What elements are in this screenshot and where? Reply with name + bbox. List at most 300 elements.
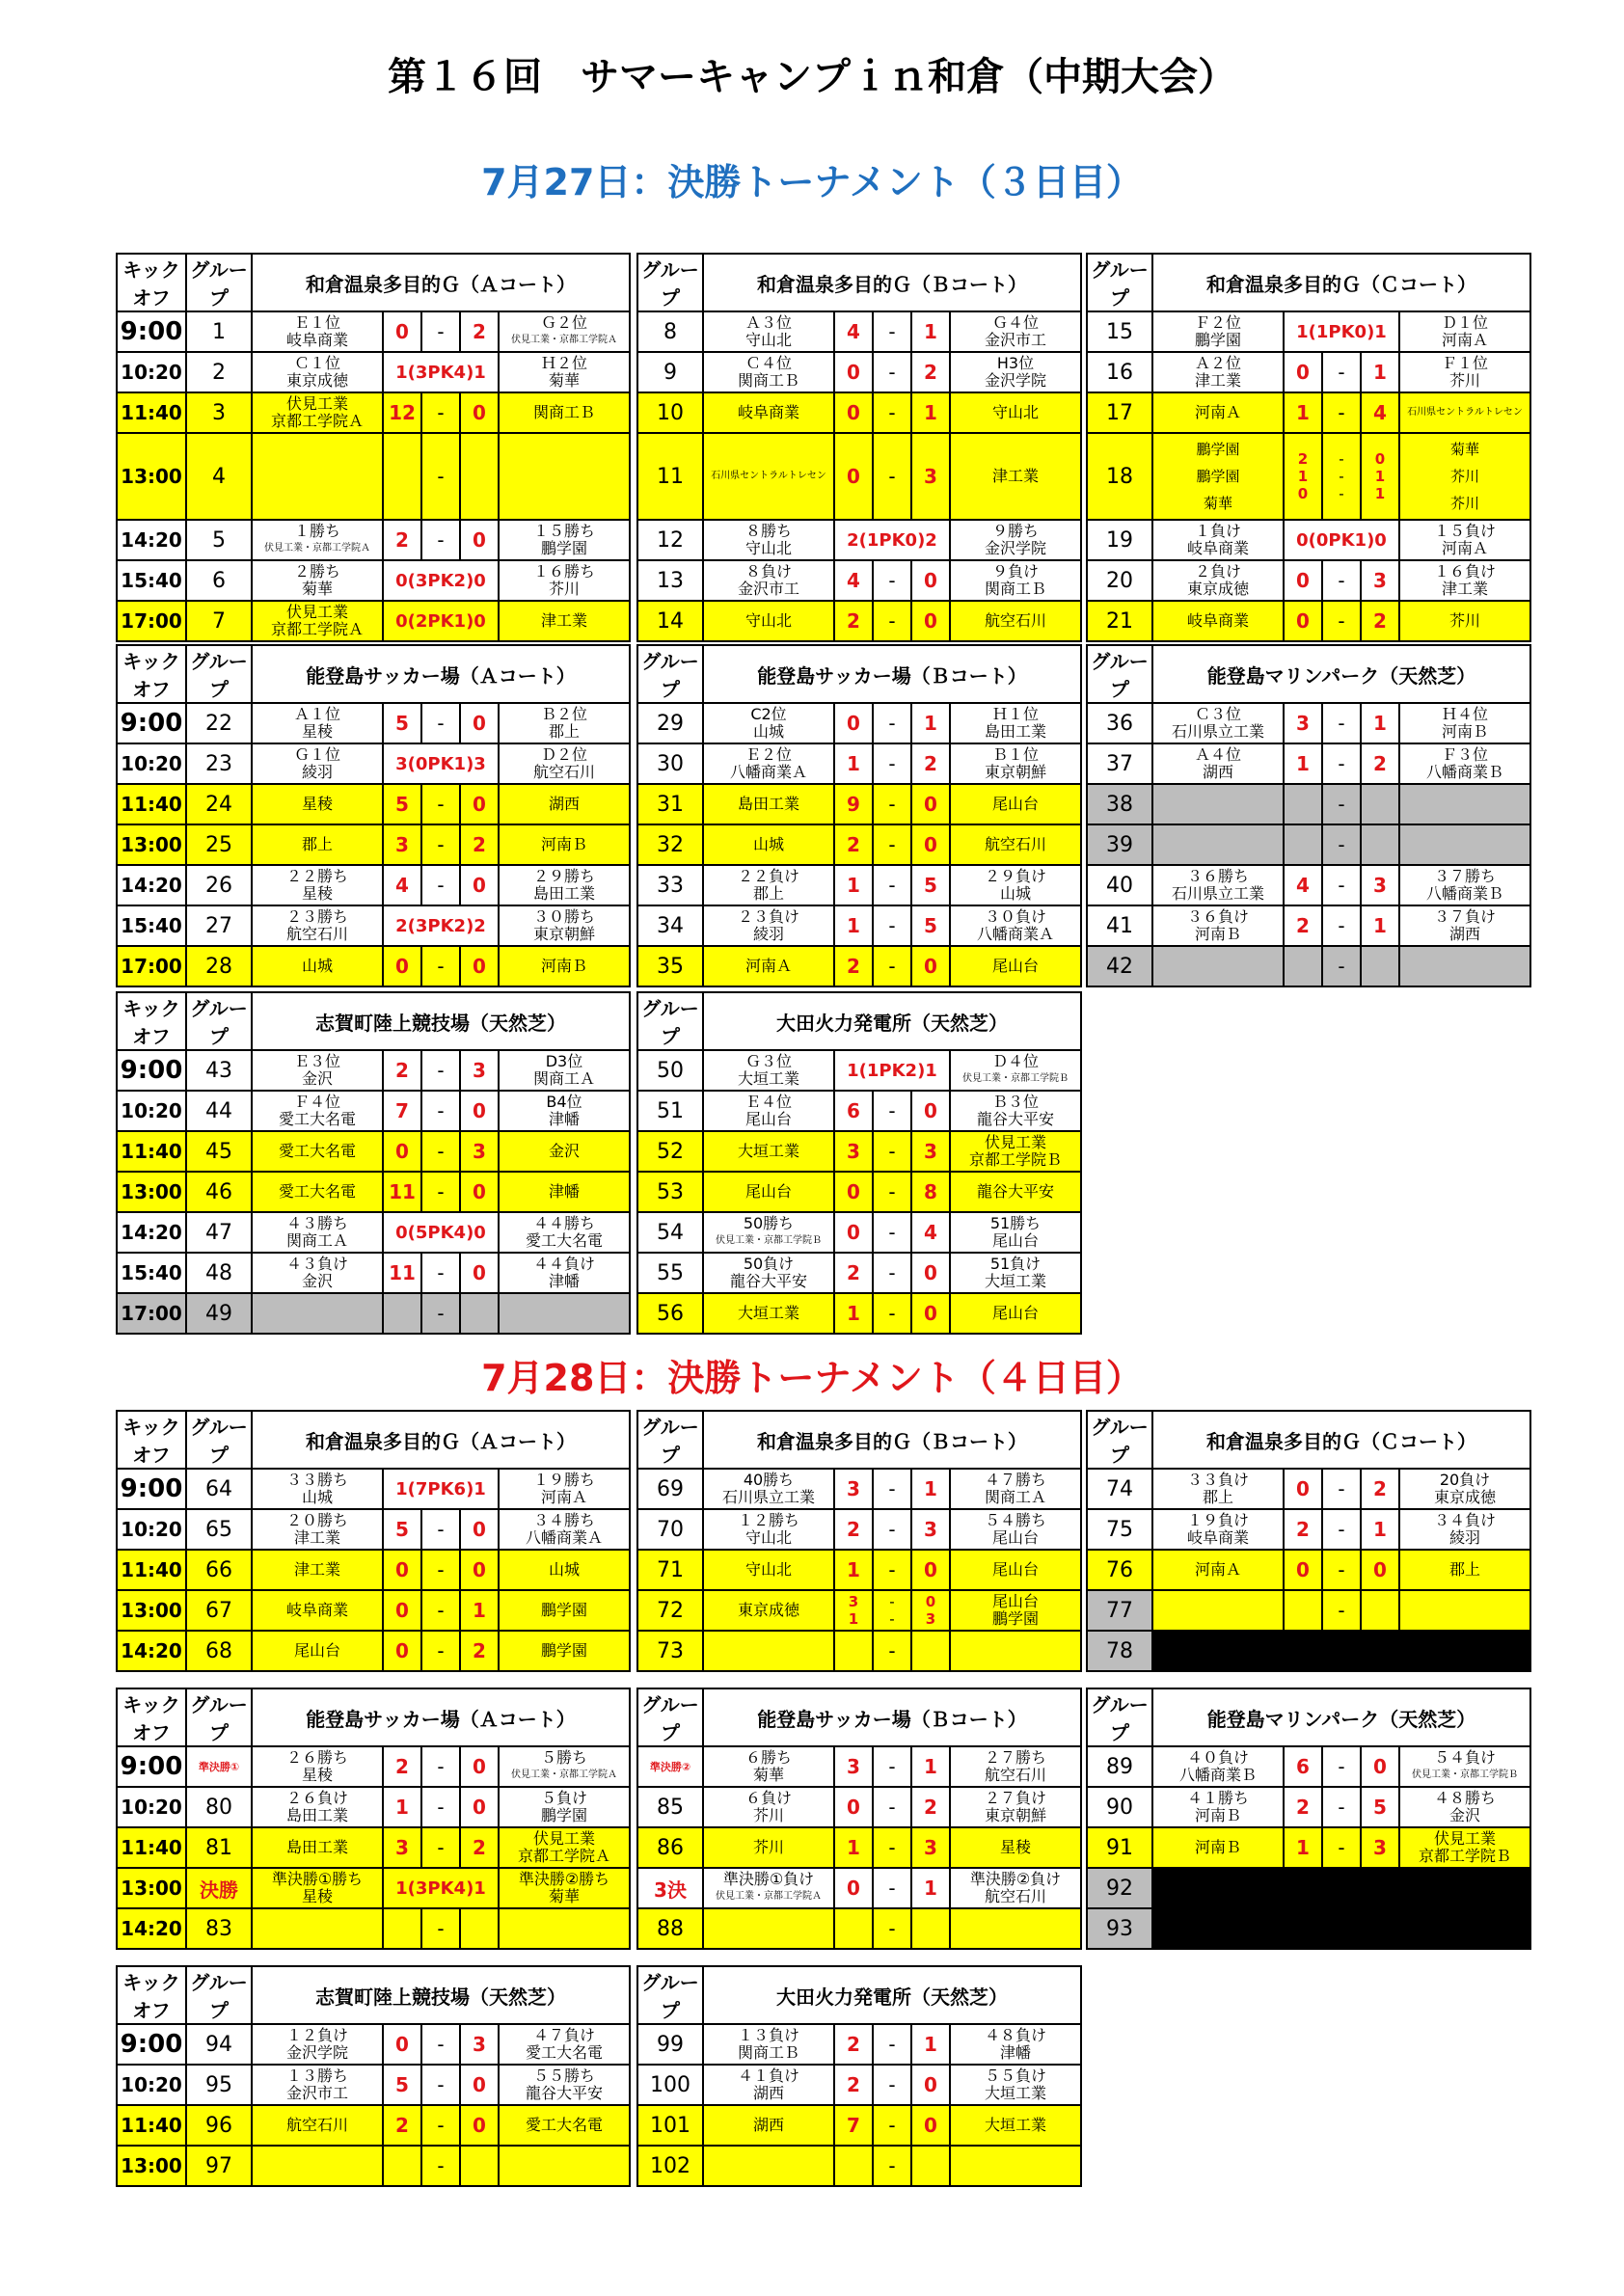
kickoff-time: 9:00 xyxy=(117,703,186,743)
score-away: 0 xyxy=(1361,1746,1399,1787)
score-home xyxy=(383,1293,421,1334)
score-away: 0 xyxy=(460,784,499,824)
team-cell xyxy=(499,1091,630,1131)
score-dash: - xyxy=(1322,1746,1361,1787)
team-cell xyxy=(499,1746,630,1787)
score-home: 1 xyxy=(1284,743,1322,784)
match-row xyxy=(637,2105,1081,2146)
team-cell xyxy=(950,905,1081,946)
kickoff-time: 14:20 xyxy=(117,1212,186,1253)
kickoff-time: 11:40 xyxy=(117,1827,186,1868)
kickoff-time: 11:40 xyxy=(117,1550,186,1590)
score-home xyxy=(834,1631,873,1671)
schedule-table-d3c xyxy=(1086,253,1531,642)
team-cell: 河南Ｂ xyxy=(1152,1827,1284,1868)
match-row xyxy=(117,311,630,352)
team-cell xyxy=(499,703,630,743)
team-cell: 河南Ａ xyxy=(703,946,834,986)
team-cell xyxy=(950,1868,1081,1908)
team-name-line: 尾山台 xyxy=(744,1110,792,1128)
team-cell xyxy=(499,1050,630,1091)
match-row xyxy=(637,2065,1081,2105)
venue-header: 和倉温泉多目的Ｇ（Ａコート） xyxy=(252,254,630,311)
score-dash: - xyxy=(1322,1509,1361,1550)
team-name-line: 愛工大名電 xyxy=(525,2043,603,2062)
match-number: 25 xyxy=(186,824,252,865)
score-home: 0 xyxy=(383,311,421,352)
match-row xyxy=(637,1590,1081,1631)
venue-header: 能登島サッカー場（Ａコート） xyxy=(252,645,630,703)
score-away: 0 xyxy=(460,392,499,433)
score-away: 1 xyxy=(460,1590,499,1631)
match-row xyxy=(637,1550,1081,1590)
team-cell xyxy=(1399,1590,1530,1631)
kickoff-header: キックオフ xyxy=(117,645,186,703)
team-cell xyxy=(499,433,630,520)
score-dash: - xyxy=(1322,1787,1361,1827)
kickoff-header: キックオフ xyxy=(117,1966,186,2024)
team-name-line: Ｈ１位 xyxy=(991,705,1039,723)
team-cell xyxy=(703,865,834,905)
match-number: 90 xyxy=(1087,1787,1152,1827)
team-cell xyxy=(252,1908,383,1949)
score-home xyxy=(383,1908,421,1949)
team-cell xyxy=(703,2065,834,2105)
score-home: 3 xyxy=(834,1746,873,1787)
team-cell xyxy=(950,1908,1081,1949)
team-name-line: 伏見工業 xyxy=(532,1829,595,1848)
team-name-line: ６負け xyxy=(744,1789,792,1807)
score-dash: - xyxy=(1322,1550,1361,1590)
team-cell xyxy=(703,1631,834,1671)
team-name-line: 岐阜商業 xyxy=(1186,1528,1249,1547)
score-dash: - xyxy=(421,433,460,520)
match-row xyxy=(117,433,630,520)
match-number: 93 xyxy=(1087,1908,1152,1949)
score-dash: - xyxy=(873,433,911,520)
score-away: 0 xyxy=(460,1746,499,1787)
team-cell xyxy=(252,2065,383,2105)
score-away: 0 xyxy=(911,1253,950,1293)
group-header: グループ xyxy=(637,254,703,311)
score-home xyxy=(383,2146,421,2186)
team-name-line: 京都工学院Ａ xyxy=(270,620,364,638)
team-cell xyxy=(252,1050,383,1091)
team-name-line: 準決勝①勝ち xyxy=(271,1870,364,1888)
team-name-line: Ｅ３位 xyxy=(293,1052,340,1070)
team-name-line: ４７負け xyxy=(532,2026,595,2044)
team-cell xyxy=(499,1868,630,1908)
team-cell xyxy=(1152,946,1284,986)
score-dash: - xyxy=(421,946,460,986)
score-away: 2 xyxy=(1361,743,1399,784)
team-cell xyxy=(252,2146,383,2186)
team-cell xyxy=(1152,352,1284,392)
team-name-line: B4位 xyxy=(546,1093,582,1111)
team-name-line: 伏見工業・京都工学院Ａ xyxy=(511,1769,617,1780)
kickoff-time: 11:40 xyxy=(117,1131,186,1172)
team-cell xyxy=(252,865,383,905)
score-away: 0 xyxy=(911,601,950,641)
match-row xyxy=(637,865,1081,905)
team-cell: 愛工大名電 xyxy=(499,2105,630,2146)
kickoff-time: 13:00 xyxy=(117,824,186,865)
score-dash: - xyxy=(1322,560,1361,601)
team-name-line: ３７負け xyxy=(1433,907,1496,926)
team-name-line: 河南Ｂ xyxy=(1441,722,1488,741)
team-name-line: 50負け xyxy=(743,1255,795,1273)
team-name-line: ４３勝ち xyxy=(285,1214,348,1232)
team-cell xyxy=(499,905,630,946)
team-name-line: 東京成徳 xyxy=(1186,580,1249,598)
score-home: 1 xyxy=(834,1827,873,1868)
kickoff-time: 9:00 xyxy=(117,1050,186,1091)
team-name-line: ２２勝ち xyxy=(285,867,348,885)
match-number: 23 xyxy=(186,743,252,784)
score-away xyxy=(460,433,499,520)
team-cell xyxy=(950,1590,1081,1631)
team-cell: 守山北 xyxy=(703,601,834,641)
match-number: 72 xyxy=(637,1590,703,1631)
score-home: 3 xyxy=(383,824,421,865)
kickoff-time: 14:20 xyxy=(117,520,186,560)
team-cell xyxy=(950,1509,1081,1550)
score-home: 0 xyxy=(383,1631,421,1671)
score-away: 0 xyxy=(460,2065,499,2105)
score-home: 0 xyxy=(834,352,873,392)
team-name-line: ２３負け xyxy=(737,907,799,926)
team-cell xyxy=(252,743,383,784)
team-cell xyxy=(499,1908,630,1949)
team-name-line: 河南Ｂ xyxy=(1194,1806,1241,1824)
match-number: 39 xyxy=(1087,824,1152,865)
score-home: 2 xyxy=(834,1509,873,1550)
team-name-line: Ｅ４位 xyxy=(744,1093,792,1111)
score-home: 4 xyxy=(1284,865,1322,905)
match-number: 66 xyxy=(186,1550,252,1590)
score-away: 1 xyxy=(911,2024,950,2065)
team-cell: 河南Ｂ xyxy=(499,824,630,865)
score-dash: - xyxy=(873,1172,911,1212)
score-dash: - xyxy=(421,1746,460,1787)
match-row xyxy=(117,1787,630,1827)
team-name-line: ２勝ち xyxy=(293,562,340,581)
team-cell xyxy=(252,703,383,743)
team-name-line: １５勝ち xyxy=(532,522,595,540)
score-dash: - xyxy=(873,1091,911,1131)
score-home: 1 xyxy=(834,905,873,946)
match-row xyxy=(637,1787,1081,1827)
kickoff-time: 14:20 xyxy=(117,1908,186,1949)
day3-heading: 7月27日：決勝トーナメント（３日目） xyxy=(481,161,1143,203)
team-cell xyxy=(1152,865,1284,905)
team-name-line: 八幡商業Ｂ xyxy=(1425,763,1503,781)
match-number: 99 xyxy=(637,2024,703,2065)
score-away: 0 xyxy=(911,1293,950,1334)
team-name-line: ３６勝ち xyxy=(1186,867,1249,885)
score-home: 1 xyxy=(834,865,873,905)
team-cell xyxy=(1152,905,1284,946)
score-dash: - xyxy=(421,1050,460,1091)
match-number: 80 xyxy=(186,1787,252,1827)
team-cell xyxy=(1152,1590,1284,1631)
match-number: 3 xyxy=(186,392,252,433)
team-cell xyxy=(252,433,383,520)
score-away: 0 xyxy=(1361,1550,1399,1590)
score-home: 0 xyxy=(1284,601,1322,641)
team-name-line: Ｈ２位 xyxy=(540,354,587,372)
team-cell xyxy=(950,1253,1081,1293)
team-name-line: 東京朝鮮 xyxy=(984,1806,1046,1824)
match-row xyxy=(117,905,630,946)
team-cell: 星稜 xyxy=(950,1827,1081,1868)
team-name-line: 星稜 xyxy=(301,1766,333,1784)
team-name-line: 航空石川 xyxy=(532,763,595,781)
team-name-line: 準決勝②勝ち xyxy=(518,1870,610,1888)
team-name-line: ５４勝ち xyxy=(984,1511,1046,1529)
score-away: 5 xyxy=(1361,1787,1399,1827)
match-number: 38 xyxy=(1087,784,1152,824)
team-name-line: ２７負け xyxy=(984,1789,1046,1807)
team-cell: 河南Ａ xyxy=(1152,392,1284,433)
score-dash: - xyxy=(421,1091,460,1131)
team-name-line: ４０負け xyxy=(1186,1748,1249,1767)
team-name: 芥川 xyxy=(1449,495,1479,512)
match-row xyxy=(637,1091,1081,1131)
team-name-line: 大垣工業 xyxy=(984,1272,1046,1290)
score-dash: - - xyxy=(873,1590,911,1631)
match-number: 64 xyxy=(186,1469,252,1509)
team-name-line: 51負け xyxy=(989,1255,1042,1273)
team-name-line: 津幡 xyxy=(548,1110,580,1128)
kickoff-time: 17:00 xyxy=(117,1293,186,1334)
team-name-line: 金沢学院 xyxy=(285,2043,348,2062)
match-number: 52 xyxy=(637,1131,703,1172)
score-home: 3 xyxy=(1284,703,1322,743)
team-name-line: 鵬学園 xyxy=(540,1806,587,1824)
score-away xyxy=(460,1908,499,1949)
team-cell xyxy=(252,1509,383,1550)
score-away: 1 xyxy=(1361,905,1399,946)
match-row xyxy=(637,1827,1081,1868)
team-cell xyxy=(950,1091,1081,1131)
score-away: 0 xyxy=(460,1509,499,1550)
team-cell xyxy=(1399,352,1530,392)
team-cell xyxy=(1152,311,1284,352)
team-cell: 岐阜商業 xyxy=(1152,601,1284,641)
team-name-line: 岐阜商業 xyxy=(285,331,348,349)
team-name-line: Ｄ１位 xyxy=(1441,313,1488,332)
score-home: 2 xyxy=(383,1746,421,1787)
score-away: 0 xyxy=(460,1253,499,1293)
team-name-line: ３０勝ち xyxy=(532,907,595,926)
score-away xyxy=(911,2146,950,2186)
venue-header: 能登島サッカー場（Ａコート） xyxy=(252,1688,630,1746)
match-number: 3決 xyxy=(637,1868,703,1908)
match-number: 54 xyxy=(637,1212,703,1253)
kickoff-time: 13:00 xyxy=(117,1590,186,1631)
score-dash: - xyxy=(1322,703,1361,743)
score-dash: - xyxy=(1322,784,1361,824)
kickoff-time: 13:00 xyxy=(117,433,186,520)
match-number: 44 xyxy=(186,1091,252,1131)
team-cell xyxy=(950,865,1081,905)
team-name-line: 東京成徳 xyxy=(285,371,348,390)
team-cell: 尾山台 xyxy=(950,946,1081,986)
match-row xyxy=(117,1172,630,1212)
team-cell xyxy=(703,1469,834,1509)
team-cell xyxy=(950,1787,1081,1827)
score-dash: - xyxy=(1322,1590,1361,1631)
score-dash: - xyxy=(1322,392,1361,433)
match-number: 92 xyxy=(1087,1868,1152,1908)
match-number: 34 xyxy=(637,905,703,946)
group-header: グループ xyxy=(637,992,703,1050)
match-row xyxy=(1087,1787,1530,1827)
score-home: 0 xyxy=(1284,560,1322,601)
match-row xyxy=(117,703,630,743)
kickoff-time: 10:20 xyxy=(117,2065,186,2105)
schedule-table-d4h xyxy=(636,1965,1082,2187)
match-number: 41 xyxy=(1087,905,1152,946)
match-number: 50 xyxy=(637,1050,703,1091)
match-row xyxy=(117,560,630,601)
team-cell: 河南Ａ xyxy=(1152,1550,1284,1590)
team-name-line: 伏見工業・京都工学院Ｂ xyxy=(716,1235,822,1246)
kickoff-header: キックオフ xyxy=(117,1688,186,1746)
score-home: 0 xyxy=(1284,1550,1322,1590)
kickoff-time: 9:00 xyxy=(117,1469,186,1509)
day4-heading: 7月28日：決勝トーナメント（４日目） xyxy=(481,1357,1143,1399)
team-name-line: 金沢市工 xyxy=(984,331,1046,349)
schedule-table-d4f xyxy=(1086,1688,1531,1950)
schedule-table-d3d xyxy=(116,644,631,987)
score-away: 2 xyxy=(1361,1469,1399,1509)
team-cell xyxy=(499,1509,630,1550)
score-dash: - xyxy=(873,1253,911,1293)
page-title: 第１６回 サマーキャンプｉｎ和倉（中期大会） xyxy=(388,55,1236,99)
score-away: 1 xyxy=(911,1469,950,1509)
team-cell xyxy=(1152,703,1284,743)
score-away: 2 xyxy=(911,743,950,784)
team-name-line: １２勝ち xyxy=(737,1511,799,1529)
team-cell xyxy=(950,1746,1081,1787)
score-home: 12 xyxy=(383,392,421,433)
venue-header: 能登島マリンパーク（天然芝） xyxy=(1152,645,1530,703)
team-cell: 航空石川 xyxy=(252,2105,383,2146)
match-row xyxy=(117,2024,630,2065)
score-away: 0 xyxy=(911,2065,950,2105)
team-cell: 尾山台 xyxy=(950,784,1081,824)
score-dash: - xyxy=(873,1509,911,1550)
team-name-line: 龍谷大平安 xyxy=(525,2084,603,2102)
score-dash: - xyxy=(421,703,460,743)
team-cell: 尾山台 xyxy=(252,1631,383,1671)
match-row xyxy=(637,1868,1081,1908)
match-row xyxy=(637,703,1081,743)
match-row xyxy=(637,824,1081,865)
team-name-line: 伏見工業 xyxy=(1433,1829,1496,1848)
team-name-line: 金沢学院 xyxy=(984,539,1046,557)
team-name-line: 伏見工業・京都工学院Ｂ xyxy=(962,1073,1069,1084)
score-home: 0 xyxy=(834,1787,873,1827)
team-cell: 尾山台 xyxy=(950,1550,1081,1590)
match-number: 19 xyxy=(1087,520,1152,560)
match-row xyxy=(637,392,1081,433)
match-number: 96 xyxy=(186,2105,252,2146)
team-cell xyxy=(950,311,1081,352)
score: 0(2PK1)0 xyxy=(383,601,499,641)
team-cell xyxy=(252,1253,383,1293)
team-name-line: ３７勝ち xyxy=(1433,867,1496,885)
team-name-line: 山城 xyxy=(752,722,784,741)
match-number: 40 xyxy=(1087,865,1152,905)
match-row xyxy=(637,1253,1081,1293)
team-name-line: ２３勝ち xyxy=(285,907,348,926)
score-dash: - xyxy=(1322,905,1361,946)
team-name-line: ９負け xyxy=(991,562,1039,581)
match-row xyxy=(1087,392,1530,433)
score-away: 0 xyxy=(911,784,950,824)
match-row xyxy=(117,2105,630,2146)
team-cell: 星稜 xyxy=(252,784,383,824)
score-dash: - xyxy=(421,2146,460,2186)
match-number: 5 xyxy=(186,520,252,560)
score-away xyxy=(460,2146,499,2186)
team-name-line: H3位 xyxy=(996,354,1035,372)
match-row xyxy=(117,1590,630,1631)
team-cell xyxy=(252,1746,383,1787)
match-number: 準決勝① xyxy=(186,1746,252,1787)
score-home: 3 xyxy=(383,1827,421,1868)
score-dash: - xyxy=(421,311,460,352)
team-name-line: ５４負け xyxy=(1433,1748,1496,1767)
team-name-line: 綾羽 xyxy=(752,925,784,943)
team-name-line: ４８負け xyxy=(984,2026,1046,2044)
schedule-table-d4b xyxy=(636,1410,1082,1672)
team-name-line: ４１負け xyxy=(737,2066,799,2085)
score-away: 2 xyxy=(911,352,950,392)
score-away: 2 xyxy=(460,311,499,352)
kickoff-time: 15:40 xyxy=(117,560,186,601)
team-name-line: Ａ３位 xyxy=(744,313,792,332)
score-home: 0 xyxy=(834,392,873,433)
score: 1(7PK6)1 xyxy=(383,1469,499,1509)
score-home: 0 xyxy=(383,1131,421,1172)
team-name-line: 20負け xyxy=(1439,1471,1491,1489)
score-away: 3 xyxy=(911,1827,950,1868)
team-name-line: 金沢市工 xyxy=(285,2084,348,2102)
match-number: 10 xyxy=(637,392,703,433)
match-row xyxy=(117,2065,630,2105)
match-row xyxy=(117,1293,630,1334)
score-away xyxy=(1361,946,1399,986)
team-name-line: D3位 xyxy=(545,1052,583,1070)
group-header: グループ xyxy=(637,1966,703,2024)
team-name-line: 八幡商業Ａ xyxy=(976,925,1054,943)
score-away: 0 xyxy=(911,1091,950,1131)
kickoff-time: 13:00 xyxy=(117,1172,186,1212)
schedule-table-d4g xyxy=(116,1965,631,2187)
team-name-line: ３３勝ち xyxy=(285,1471,348,1489)
team-name-line: Ｂ３位 xyxy=(991,1093,1039,1111)
team-cell xyxy=(703,1746,834,1787)
group-header: グループ xyxy=(186,1966,252,2024)
team-cell: 島田工業 xyxy=(703,784,834,824)
match-row xyxy=(117,824,630,865)
kickoff-time: 10:20 xyxy=(117,743,186,784)
match-number: 18 xyxy=(1087,433,1152,520)
